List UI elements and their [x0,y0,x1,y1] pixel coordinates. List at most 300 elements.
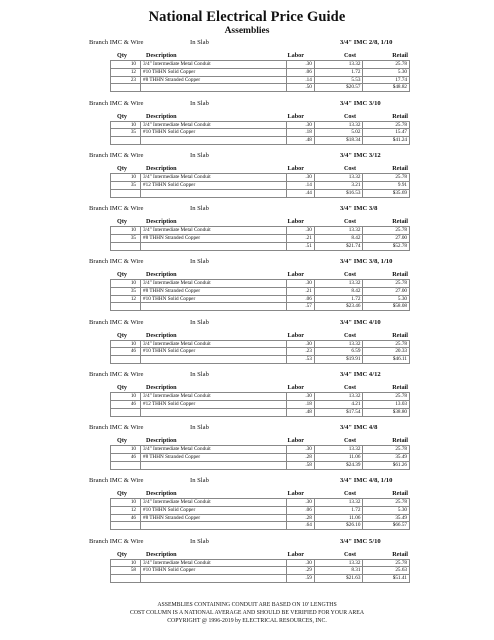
retail-header: Retail [392,437,408,445]
labor-header: Labor [287,437,304,445]
table-row [111,68,410,76]
retail-header: Retail [392,331,408,339]
labor-cell: .28 [286,514,314,522]
section-header [0,424,494,434]
description-cell: #8 THHN Stranded Copper [141,234,287,242]
section-location: In Slab [190,205,209,213]
qty-header: Qty [117,384,127,392]
cost-header: Cost [343,218,356,226]
description-cell [141,189,287,197]
labor-cell: .30 [286,340,314,348]
qty-cell: 10 [111,174,141,182]
labor-header: Labor [287,218,304,226]
table-row [111,174,410,182]
section-category: Branch IMC & Wire [89,99,144,107]
retail-header: Retail [392,270,408,278]
labor-cell: .06 [286,506,314,514]
column-headers [0,52,494,60]
labor-header: Labor [287,489,304,497]
description-cell: #10 THHN Solid Copper [141,506,287,514]
total-labor-cell: .59 [286,575,314,583]
description-cell: #12 THHN Solid Copper [141,401,287,409]
cost-cell: 13.32 [314,61,363,69]
total-labor-cell: .48 [286,408,314,416]
retail-cell: 25.63 [363,567,410,575]
description-cell [141,522,287,530]
section-location: In Slab [190,537,209,545]
labor-cell: .30 [286,498,314,506]
footer-line: COST COLUMN IS A NATIONAL AVERAGE AND SHOULD BE VERIFIED FOR YOUR AREA [129,610,365,616]
description-cell: 3/4" Intermediate Metal Conduit [141,227,287,235]
description-cell: #8 THHN Stranded Copper [141,76,287,84]
qty-cell [111,356,141,364]
cost-cell: 13.32 [314,340,363,348]
description-cell [141,137,287,145]
footer-notes [0,601,494,625]
labor-header: Labor [287,112,304,120]
description-cell [141,575,287,583]
section-location: In Slab [190,152,209,160]
assembly-section [0,319,494,372]
section-category: Branch IMC & Wire [89,424,144,432]
qty-cell [111,137,141,145]
cost-cell: 8.31 [314,567,363,575]
assembly-table [110,445,410,469]
qty-cell: 10 [111,61,141,69]
qty-header: Qty [117,112,127,120]
qty-cell: 46 [111,514,141,522]
total-row [111,461,410,469]
total-cost-cell: $17.54 [314,408,363,416]
retail-cell: 20.33 [363,348,410,356]
qty-cell: 10 [111,393,141,401]
qty-cell: 35 [111,234,141,242]
table-row [111,121,410,129]
cost-header: Cost [343,489,356,497]
section-header [0,152,494,162]
assembly-section [0,39,494,100]
total-retail-cell: $48.82 [363,84,410,92]
qty-header: Qty [117,270,127,278]
section-location: In Slab [190,39,209,46]
total-cost-cell: $21.74 [314,242,363,250]
qty-header: Qty [117,489,127,497]
cost-cell: 13.32 [314,446,363,454]
retail-cell: 25.78 [363,393,410,401]
qty-cell [111,408,141,416]
assembly-name: 3/4" IMC 3/10 [340,99,381,107]
table-row [111,506,410,514]
retail-cell: 27.00 [363,234,410,242]
cost-cell: 1.72 [314,68,363,76]
assembly-table [110,173,410,197]
total-retail-cell: $51.41 [363,575,410,583]
table-row [111,227,410,235]
labor-cell: .28 [286,453,314,461]
table-row [111,393,410,401]
column-headers [0,113,494,121]
table-row [111,348,410,356]
qty-cell: 12 [111,506,141,514]
table-row [111,129,410,137]
table-row [111,279,410,287]
cost-header: Cost [343,112,356,120]
total-retail-cell: $58.08 [363,303,410,311]
retail-cell: 25.78 [363,279,410,287]
description-cell [141,408,287,416]
section-header [0,477,494,487]
qty-cell: 10 [111,340,141,348]
retail-cell: 25.78 [363,174,410,182]
cost-header: Cost [343,437,356,445]
qty-cell [111,84,141,92]
total-labor-cell: .64 [286,522,314,530]
qty-cell [111,575,141,583]
section-category: Branch IMC & Wire [89,152,144,160]
total-labor-cell: .50 [286,84,314,92]
retail-cell: 25.78 [363,227,410,235]
description-header: Description [146,437,177,445]
section-location: In Slab [190,424,209,432]
total-labor-cell: .44 [286,189,314,197]
total-labor-cell: .53 [286,356,314,364]
description-cell: 3/4" Intermediate Metal Conduit [141,393,287,401]
total-cost-cell: $19.91 [314,356,363,364]
description-cell [141,242,287,250]
assembly-section [0,477,494,538]
section-category: Branch IMC & Wire [89,476,144,484]
section-location: In Slab [190,257,209,265]
table-row [111,446,410,454]
labor-cell: .30 [286,121,314,129]
labor-header: Labor [287,331,304,339]
section-header [0,100,494,110]
qty-cell [111,242,141,250]
total-retail-cell: $35.69 [363,189,410,197]
total-retail-cell: $52.78 [363,242,410,250]
retail-cell: 25.78 [363,121,410,129]
labor-cell: .06 [286,295,314,303]
description-header: Description [146,52,177,59]
labor-header: Labor [287,550,304,558]
assembly-section [0,258,494,319]
table-row [111,514,410,522]
cost-cell: 5.02 [314,129,363,137]
total-cost-cell: $24.39 [314,461,363,469]
qty-cell: 23 [111,76,141,84]
labor-cell: .30 [286,393,314,401]
retail-cell: 25.78 [363,498,410,506]
assembly-section [0,205,494,258]
section-category: Branch IMC & Wire [89,537,144,545]
retail-cell: 5.30 [363,506,410,514]
qty-header: Qty [117,165,127,173]
footer-line: COPYRIGHT @ 1996-2019 by ELECTRICAL RESOURCES, INC. [167,618,327,624]
retail-cell: 5.30 [363,295,410,303]
retail-header: Retail [392,112,408,120]
description-cell: 3/4" Intermediate Metal Conduit [141,340,287,348]
assembly-name: 3/4" IMC 4/12 [340,371,381,379]
labor-cell: .21 [286,287,314,295]
column-headers [0,490,494,498]
retail-cell: 5.30 [363,68,410,76]
qty-cell [111,461,141,469]
labor-cell: .18 [286,129,314,137]
description-cell: 3/4" Intermediate Metal Conduit [141,174,287,182]
qty-cell: 46 [111,348,141,356]
assembly-section [0,424,494,477]
column-headers [0,551,494,559]
description-cell: 3/4" Intermediate Metal Conduit [141,446,287,454]
description-cell [141,84,287,92]
retail-cell: 17.74 [363,76,410,84]
cost-header: Cost [343,384,356,392]
table-row [111,498,410,506]
assembly-name: 3/4" IMC 5/10 [340,537,381,545]
retail-cell: 25.78 [363,559,410,567]
cost-cell: 8.42 [314,287,363,295]
assembly-name: 3/4" IMC 4/8, 1/10 [340,476,393,484]
labor-cell: .14 [286,76,314,84]
table-row [111,567,410,575]
section-category: Branch IMC & Wire [89,39,144,46]
total-cost-cell: $23.46 [314,303,363,311]
qty-cell: 10 [111,227,141,235]
cost-cell: 13.32 [314,498,363,506]
section-location: In Slab [190,371,209,379]
labor-cell: .18 [286,401,314,409]
section-header [0,205,494,215]
total-cost-cell: $20.57 [314,84,363,92]
description-cell: #10 THHN Solid Copper [141,129,287,137]
total-retail-cell: $61.26 [363,461,410,469]
assembly-name: 3/4" IMC 3/8 [340,205,378,213]
assembly-table [110,226,410,250]
assembly-table [110,60,410,92]
table-row [111,559,410,567]
qty-cell: 10 [111,498,141,506]
total-row [111,84,410,92]
retail-header: Retail [392,489,408,497]
cost-header: Cost [343,52,356,59]
section-header [0,258,494,268]
total-cost-cell: $18.34 [314,137,363,145]
labor-cell: .30 [286,279,314,287]
retail-cell: 27.00 [363,287,410,295]
qty-cell: 12 [111,295,141,303]
retail-cell: 35.49 [363,514,410,522]
assembly-table [110,392,410,416]
description-cell: #10 THHN Solid Copper [141,348,287,356]
description-cell: 3/4" Intermediate Metal Conduit [141,121,287,129]
description-cell [141,461,287,469]
retail-cell: 25.78 [363,61,410,69]
retail-header: Retail [392,165,408,173]
retail-header: Retail [392,52,408,59]
total-cost-cell: $26.10 [314,522,363,530]
cost-cell: 1.72 [314,506,363,514]
section-header [0,319,494,329]
table-row [111,295,410,303]
assembly-table [110,121,410,145]
cost-cell: 13.32 [314,121,363,129]
table-row [111,287,410,295]
cost-cell: 5.53 [314,76,363,84]
section-header [0,371,494,381]
section-location: In Slab [190,99,209,107]
cost-cell: 1.72 [314,295,363,303]
qty-cell: 10 [111,446,141,454]
description-cell: 3/4" Intermediate Metal Conduit [141,498,287,506]
qty-cell [111,522,141,530]
labor-cell: .14 [286,182,314,190]
section-header [0,538,494,548]
total-cost-cell: $16.53 [314,189,363,197]
cost-header: Cost [343,550,356,558]
description-cell: #10 THHN Solid Copper [141,295,287,303]
total-labor-cell: .51 [286,242,314,250]
retail-cell: 25.78 [363,340,410,348]
total-labor-cell: .48 [286,137,314,145]
description-cell: #8 THHN Stranded Copper [141,287,287,295]
description-cell [141,303,287,311]
table-row [111,182,410,190]
qty-cell: 46 [111,453,141,461]
footer-line: ASSEMBLIES CONTAINING CONDUIT ARE BASED ON 10' LENGTHS [157,602,337,608]
retail-cell: 25.78 [363,446,410,454]
page-subtitle: Assemblies [224,26,270,36]
labor-cell: .30 [286,446,314,454]
labor-header: Labor [287,165,304,173]
qty-cell: 35 [111,129,141,137]
total-row [111,242,410,250]
assembly-name: 3/4" IMC 4/10 [340,318,381,326]
table-row [111,76,410,84]
qty-cell: 10 [111,279,141,287]
column-headers [0,437,494,445]
labor-cell: .21 [286,234,314,242]
assembly-table [110,559,410,583]
retail-cell: 9.91 [363,182,410,190]
qty-cell: 12 [111,68,141,76]
total-retail-cell: $41.24 [363,137,410,145]
description-header: Description [146,550,177,558]
column-headers [0,218,494,226]
labor-cell: .29 [286,567,314,575]
cost-header: Cost [343,331,356,339]
labor-cell: .30 [286,174,314,182]
retail-header: Retail [392,550,408,558]
section-location: In Slab [190,318,209,326]
cost-cell: 8.42 [314,234,363,242]
description-cell: #12 THHN Solid Copper [141,182,287,190]
description-header: Description [146,489,177,497]
qty-cell [111,189,141,197]
qty-cell [111,303,141,311]
table-row [111,234,410,242]
total-row [111,575,410,583]
section-category: Branch IMC & Wire [89,257,144,265]
description-cell: 3/4" Intermediate Metal Conduit [141,279,287,287]
assembly-name: 3/4" IMC 3/8, 1/10 [340,257,393,265]
assembly-table [110,279,410,311]
section-category: Branch IMC & Wire [89,318,144,326]
section-category: Branch IMC & Wire [89,205,144,213]
assembly-section [0,100,494,153]
cost-cell: 3.21 [314,182,363,190]
labor-cell: .30 [286,61,314,69]
qty-header: Qty [117,550,127,558]
cost-cell: 13.32 [314,279,363,287]
total-retail-cell: $46.11 [363,356,410,364]
assembly-table [110,340,410,364]
retail-header: Retail [392,218,408,226]
cost-cell: 13.32 [314,227,363,235]
assembly-name: 3/4" IMC 4/8 [340,424,378,432]
qty-header: Qty [117,218,127,226]
table-row [111,453,410,461]
cost-cell: 6.59 [314,348,363,356]
total-row [111,522,410,530]
description-cell: #8 THHN Stranded Copper [141,453,287,461]
column-headers [0,271,494,279]
table-row [111,61,410,69]
cost-cell: 13.32 [314,174,363,182]
labor-header: Labor [287,384,304,392]
cost-cell: 4.21 [314,401,363,409]
description-header: Description [146,112,177,120]
section-header [0,39,494,49]
total-row [111,356,410,364]
qty-cell: 58 [111,567,141,575]
labor-header: Labor [287,52,304,59]
cost-cell: 11.06 [314,514,363,522]
table-row [111,401,410,409]
total-retail-cell: $66.57 [363,522,410,530]
cost-header: Cost [343,165,356,173]
retail-cell: 15.47 [363,129,410,137]
retail-cell: 35.49 [363,453,410,461]
total-labor-cell: .57 [286,303,314,311]
total-row [111,137,410,145]
labor-cell: .30 [286,227,314,235]
assembly-table [110,498,410,530]
total-labor-cell: .58 [286,461,314,469]
labor-cell: .06 [286,68,314,76]
total-cost-cell: $21.63 [314,575,363,583]
total-row [111,303,410,311]
assembly-name: 3/4" IMC 3/12 [340,152,381,160]
retail-header: Retail [392,384,408,392]
section-location: In Slab [190,476,209,484]
assembly-name: 3/4" IMC 2/8, 1/10 [340,39,393,46]
column-headers [0,332,494,340]
table-row [111,340,410,348]
description-header: Description [146,218,177,226]
cost-cell: 11.06 [314,453,363,461]
description-cell [141,356,287,364]
labor-header: Labor [287,270,304,278]
description-cell: 3/4" Intermediate Metal Conduit [141,61,287,69]
column-headers [0,384,494,392]
assembly-section [0,152,494,205]
qty-header: Qty [117,331,127,339]
total-retail-cell: $38.80 [363,408,410,416]
total-row [111,189,410,197]
assembly-section [0,538,494,591]
description-header: Description [146,384,177,392]
description-cell: #8 THHN Stranded Copper [141,514,287,522]
